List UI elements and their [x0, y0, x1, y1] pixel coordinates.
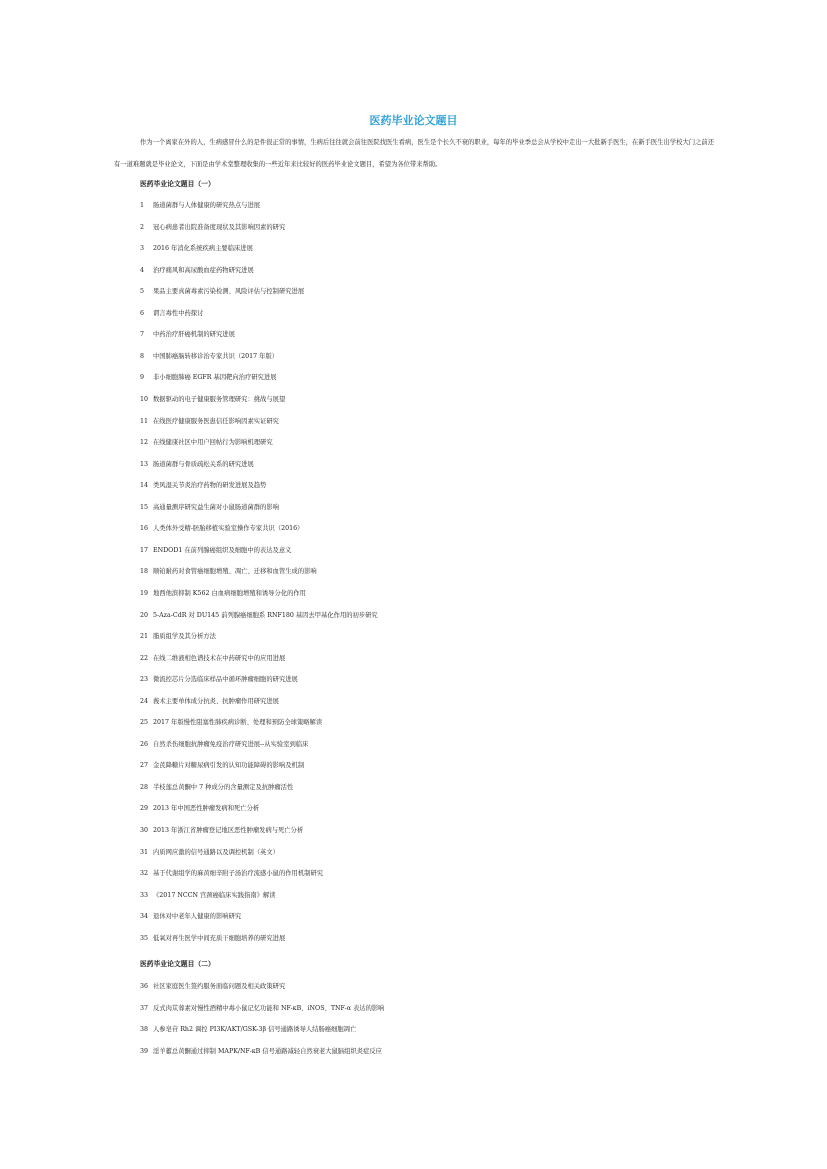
list-item: [140, 891, 276, 900]
item-text: 反式肉苁蓉素对慢性酒精中毒小鼠记忆功能和 NF-κB、iNOS、TNF-α 表达的影响: [153, 1004, 385, 1012]
item-text: 果品主要真菌毒素污染检测、风险评估与控制研究进展: [153, 288, 305, 296]
item-number: 23: [140, 676, 149, 684]
item-text: 中国肺癌脑转移诊治专家共识（2017 年版）: [153, 352, 279, 360]
list-item: [140, 589, 306, 598]
list-item: [140, 503, 279, 512]
list-item: [140, 804, 259, 813]
item-number: 12: [140, 439, 149, 447]
list-item: [140, 524, 303, 533]
item-number: 15: [140, 503, 149, 511]
list-item: [140, 373, 277, 382]
item-text: 中药治疗肝癌机制的研究进展: [153, 331, 235, 339]
item-text: 类风湿关节炎治疗药物的研发进展及趋势: [153, 482, 267, 490]
item-text: 顺铂耐药对食管癌细胞增殖、凋亡、迁移和血管生成的影响: [153, 568, 317, 576]
item-number: 37: [140, 1004, 149, 1012]
item-text: 人类体外受精-胚胎移植实验室操作专家共识（2016）: [153, 525, 304, 533]
list-item: [140, 1025, 356, 1034]
item-number: 17: [140, 546, 149, 554]
item-number: 5: [140, 288, 145, 296]
item-number: 31: [140, 848, 149, 856]
list-item: [140, 912, 241, 921]
list-item: [140, 982, 285, 991]
list-item: [140, 848, 279, 857]
item-text: 莪术主要单体成分抗炎、抗肿瘤作用研究进展: [153, 697, 279, 705]
item-text: 微流控芯片分选临床样品中循环肿瘤细胞的研究进展: [153, 676, 298, 684]
item-text: 非小细胞肺癌 EGFR 基因靶向治疗研究进展: [153, 374, 277, 382]
list-item: [140, 783, 293, 792]
item-number: 39: [140, 1047, 149, 1055]
item-text: 肠道菌群与骨质疏松关系的研究进展: [153, 460, 254, 468]
section-heading-1: 医药毕业论文题目（一）: [140, 180, 215, 188]
item-number: 25: [140, 719, 149, 727]
item-text: 2017 年版慢性阻塞性肺疾病诊断、处理和预防全球策略解读: [153, 719, 323, 727]
item-number: 9: [140, 374, 145, 382]
item-text: 淫羊藿总黄酮通过抑制 MAPK/NF-κB 信号通路减轻自然衰老大鼠脑组织炎症反应: [153, 1047, 382, 1055]
item-number: 18: [140, 568, 149, 576]
list-item: [140, 395, 285, 404]
item-text: 数据驱动的电子健康服务管理研究：挑战与展望: [153, 396, 286, 403]
list-item: [140, 632, 216, 641]
list-item: [140, 546, 291, 555]
item-number: 19: [140, 589, 149, 597]
list-item: [140, 761, 304, 770]
item-text: 金芪降糖片对糖尿病引发的认知功能障碍的影响及机制: [153, 762, 305, 770]
item-text: 在线二维液相色谱技术在中药研究中的应用进展: [153, 654, 286, 662]
item-text: 在线医疗健康服务医患信任影响因素实证研究: [153, 417, 279, 425]
list-item: [140, 266, 254, 275]
list-item: [140, 244, 253, 253]
item-text: 《2017 NCCN 宫颈癌临床实践指南》解读: [153, 891, 276, 899]
item-number: 6: [140, 309, 145, 317]
item-number: 14: [140, 482, 149, 490]
item-number: 36: [140, 983, 149, 990]
item-text: 基于代谢组学的麻黄细辛附子汤治疗流感小鼠的作用机制研究: [153, 870, 324, 878]
item-text: 高通量测序研究益生菌对小鼠肠道菌群的影响: [153, 503, 279, 511]
item-text: 自然杀伤细胞抗肿瘤免疫治疗研究进展--从实验室到临床: [153, 740, 309, 748]
document-title: 医药毕业论文题目: [369, 114, 458, 127]
item-number: 32: [140, 870, 149, 878]
item-number: 7: [140, 331, 145, 339]
item-text: 2016 年消化系统疾病主要临床进展: [153, 245, 253, 253]
list-item: [140, 567, 317, 576]
item-number: 16: [140, 525, 149, 533]
item-text: 内质网应激的信号通路以及调控机制（英文）: [153, 848, 279, 856]
item-number: 34: [140, 913, 149, 921]
item-text: 治疗痛风和高尿酸血症药物研究进展: [153, 266, 254, 274]
item-number: 22: [140, 654, 149, 662]
list-item: [140, 740, 308, 749]
list-item: [140, 481, 266, 490]
item-text: 人参皂苷 Rh2 调控 PI3K/AKT/GSK-3β 信号通路诱导人结肠癌细胞凋亡: [153, 1026, 357, 1034]
item-number: 24: [140, 697, 149, 705]
list-item: [140, 826, 303, 835]
list-item: [140, 287, 304, 296]
list-item: [140, 611, 378, 620]
item-number: 2: [140, 223, 145, 231]
item-number: 38: [140, 1026, 149, 1034]
list-item: [140, 654, 285, 663]
item-text: 脂质组学及其分析方法: [153, 633, 216, 640]
item-text: 5-Aza-CdR 对 DU145 前列腺癌细胞系 RNF180 基因去甲基化作用的初步研究: [153, 611, 378, 619]
list-item: [140, 223, 285, 232]
list-item: [140, 309, 203, 318]
item-number: 1: [140, 202, 145, 209]
item-number: 30: [140, 827, 149, 834]
list-item: [140, 718, 322, 727]
section-heading-2: 医药毕业论文题目（二）: [140, 960, 215, 968]
item-text: ENDOD1 在前列腺癌组织及细胞中的表达及意义: [153, 546, 292, 554]
list-item: [140, 417, 279, 426]
list-item: [140, 697, 279, 706]
item-text: 2013 年浙江省肿瘤登记地区恶性肿瘤发病与死亡分析: [153, 827, 304, 834]
item-number: 10: [140, 396, 149, 403]
list-item: [140, 869, 323, 878]
item-text: 肠道菌群与人体健康的研究热点与进展: [153, 202, 261, 209]
item-number: 4: [140, 266, 145, 274]
item-number: 11: [140, 417, 149, 425]
item-text: 社区家庭医生签约服务面临问题及相关政策研究: [153, 983, 286, 990]
item-text: 在线健康社区中用户回帖行为影响机理研究: [153, 439, 273, 447]
item-number: 27: [140, 762, 149, 770]
item-number: 33: [140, 891, 149, 899]
list-item: [140, 352, 278, 361]
intro-paragraph: 作为一个离家在外的人，生病感冒什么的是件很正常的事情，生病后往往就会前往医院找医生看病，医生是个长久不衰的职业，每年的毕业季总会从学校中走出一大批新手医生，在新手医生出学校大门之前还有一道难题就是毕业论文，下面是由学术堂整理收集的一些近年来比较好的医药毕业论文题目，希望为各位带来帮助。: [114, 139, 714, 168]
item-text: 低氧对再生医学中间充质干细胞培养的研究进展: [153, 934, 286, 942]
list-item: [140, 460, 254, 469]
list-item: [140, 201, 260, 210]
list-item: [140, 438, 273, 447]
item-number: 3: [140, 245, 145, 253]
item-text: 2013 年中国恶性肿瘤发病和死亡分析: [153, 805, 260, 813]
item-number: 8: [140, 352, 145, 360]
list-item: [140, 330, 235, 339]
item-text: 退休对中老年人健康的影响研究: [153, 913, 242, 921]
item-number: 35: [140, 934, 149, 942]
item-text: 冠心病患者出院准备度现状及其影响因素的研究: [153, 223, 286, 231]
item-text: 谓言毒性中药探讨: [153, 309, 204, 317]
item-number: 21: [140, 633, 149, 640]
item-number: 28: [140, 783, 149, 791]
item-number: 13: [140, 460, 149, 468]
item-text: 半枝莲总黄酮中 7 种成分的含量测定及抗肿瘤活性: [153, 783, 294, 791]
list-item: [140, 675, 298, 684]
item-number: 20: [140, 611, 149, 619]
list-item: [140, 1047, 382, 1056]
list-item: [140, 1004, 384, 1013]
item-text: 地西他滨抑制 K562 白血病细胞增殖和诱导分化的作用: [153, 589, 306, 597]
item-number: 29: [140, 805, 149, 813]
item-number: 26: [140, 740, 149, 748]
list-item: [140, 934, 285, 943]
